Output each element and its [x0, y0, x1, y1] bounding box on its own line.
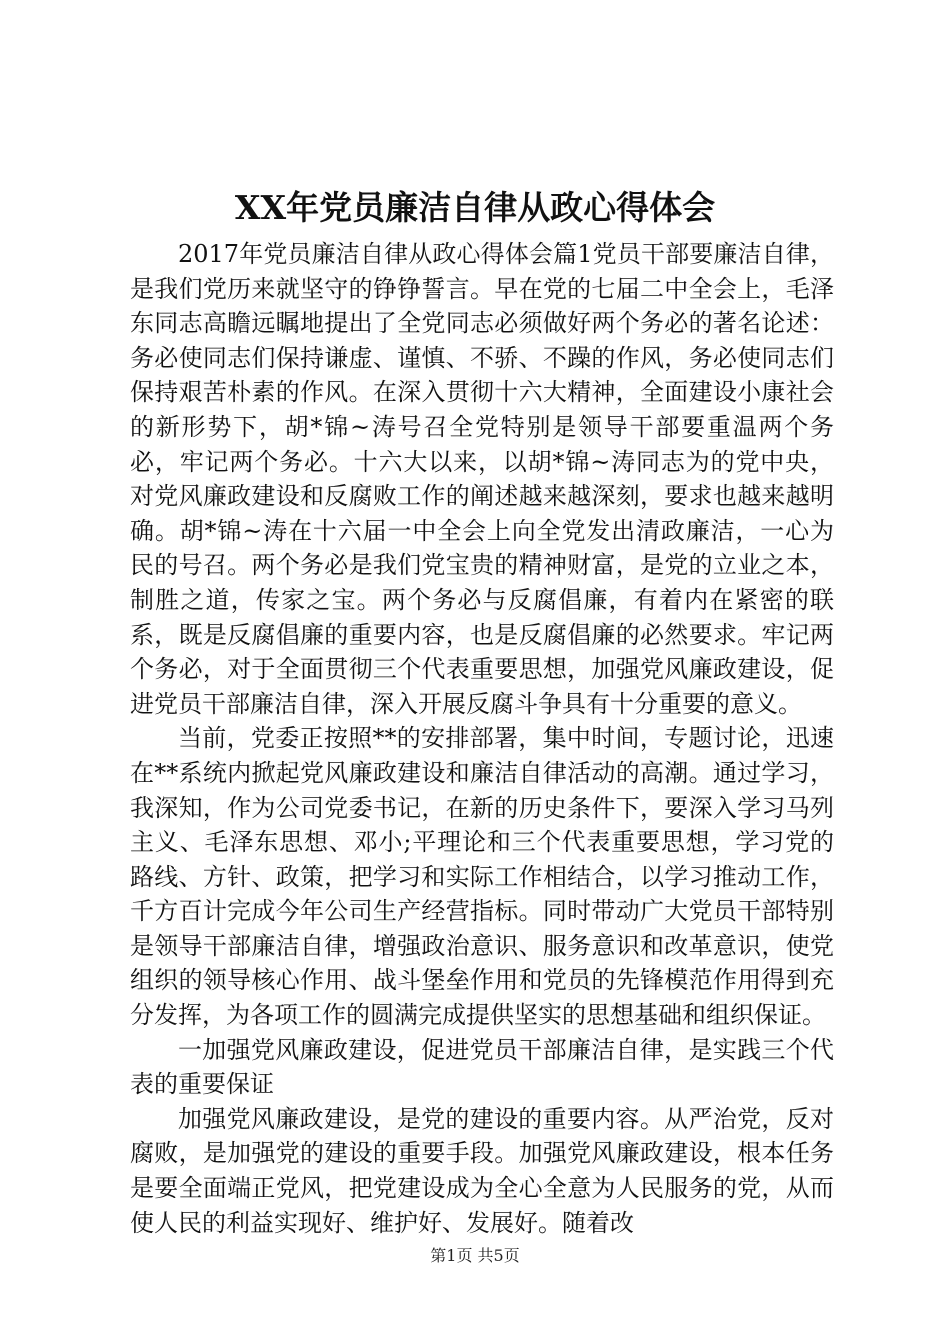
section-heading-1: 一加强党风廉政建设，促进党员干部廉洁自律，是实践三个代表的重要保证: [130, 1035, 834, 1099]
page-footer: 第1页 共5页: [430, 1246, 520, 1265]
paragraph-3: 加强党风廉政建设，是党的建设的重要内容。从严治党，反对腐败，是加强党的建设的重要手段。加强党风廉政建设，根本任务是要全面端正党风，把党建设成为全心全意为人民服务的党，从而使人民的利益实现好、维护好、发展好。随着改: [130, 1104, 834, 1237]
paragraph-1: 2017年党员廉洁自律从政心得体会篇1党员干部要廉洁自律，是我们党历来就坚守的铮铮誓言。早在党的七届二中全会上，毛泽东同志高瞻远瞩地提出了全党同志必须做好两个务必的著名论述：务必使同志们保持谦虚、谨慎、不骄、不躁的作风，务必使同志们保持艰苦朴素的作风。在深入贯彻十六大精神，全面建设小康社会的新形势下，胡*锦~涛号召全党特别是领导干部要重温两个务必，牢记两个务必。十六大以来，以胡*锦~涛同志为的党中央，对党风廉政建设和反腐败工作的阐述越来越深刻，要求也越来越明确。胡*锦~涛在十六届一中全会上向全党发出清政廉洁，一心为民的号召。两个务必是我们党宝贵的精神财富，是党的立业之本，制胜之道，传家之宝。两个务必与反腐倡廉，有着内在紧密的联系，既是反腐倡廉的重要内容，也是反腐倡廉的必然要求。牢记两个务必，对于全面贯彻三个代表重要思想，加强党风廉政建设，促进党员干部廉洁自律，深入开展反腐斗争具有十分重要的意义。: [130, 240, 834, 718]
document-body: [130, 237, 834, 1240]
document-title: XX年党员廉洁自律从政心得体会: [234, 188, 716, 227]
paragraph-2: 当前，党委正按照**的安排部署，集中时间，专题讨论，迅速在**系统内掀起党风廉政建设和廉洁自律活动的高潮。通过学习，我深知，作为公司党委书记，在新的历史条件下，要深入学习马列主义、毛泽东思想、邓小;平理论和三个代表重要思想，学习党的路线、方针、政策，把学习和实际工作相结合，以学习推动工作，千方百计完成今年公司生产经营指标。同时带动广大党员干部特别是领导干部廉洁自律，增强政治意识、服务意识和改革意识，使党组织的领导核心作用、战斗堡垒作用和党员的先锋模范作用得到充分发挥，为各项工作的圆满完成提供坚实的思想基础和组织保证。: [130, 724, 834, 1030]
